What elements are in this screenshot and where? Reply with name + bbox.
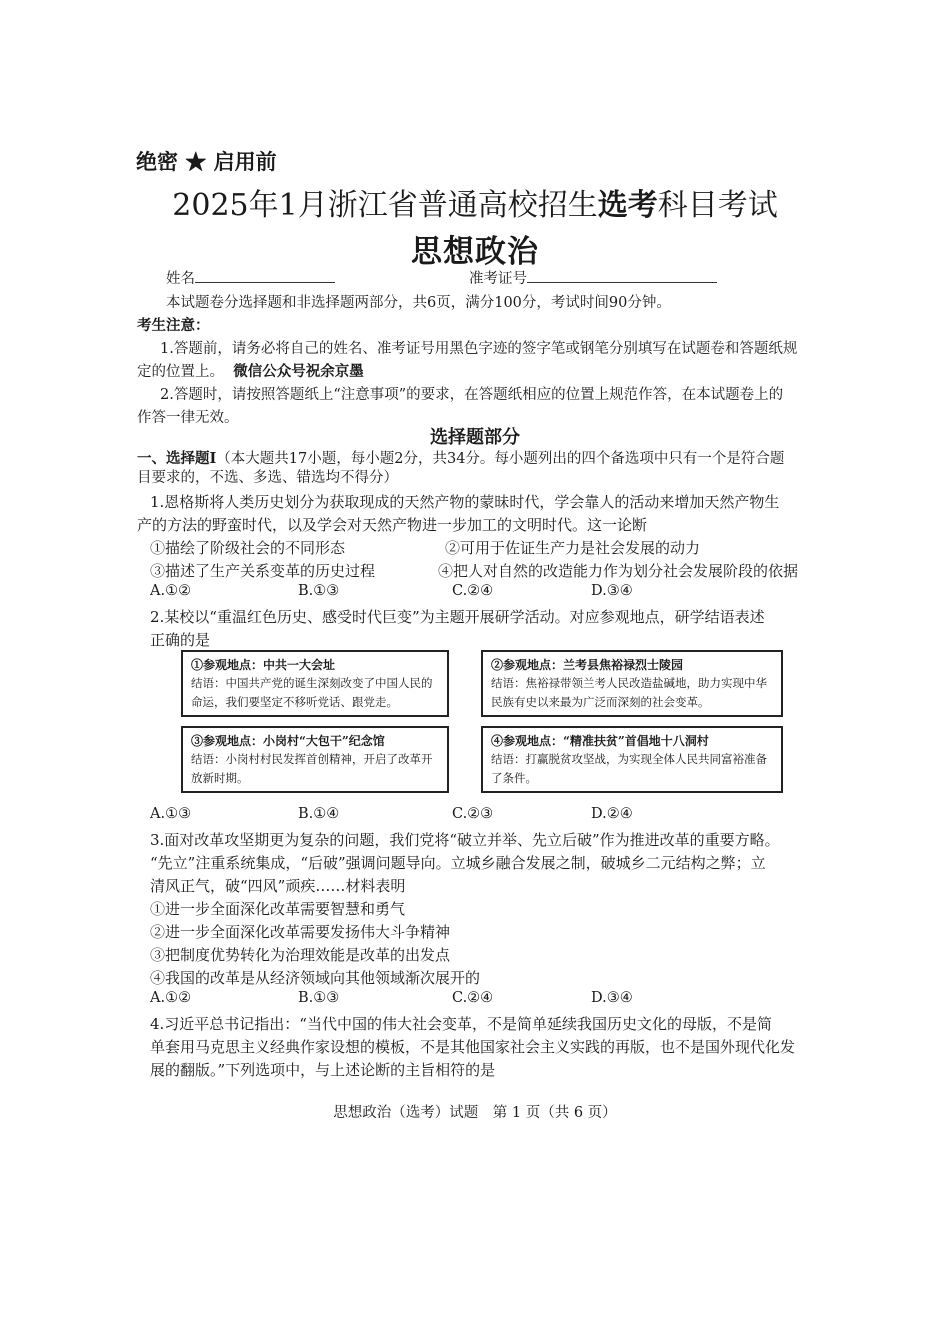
q3-stem-line2: “先立”注重系统集成，“后破”强调问题导向。立城乡融合发展之制，破城乡二元结构之弊；立 — [150, 854, 766, 872]
notice-item2-line2: 作答一律无效。 — [137, 410, 239, 426]
q2-option-b[interactable]: B.①④ — [298, 806, 340, 822]
q1-stem-line1: 1.恩格斯将人类历史划分为获取现成的天然产物的蒙昧时代，学会靠人的活动来增加天然产物生 — [150, 493, 780, 511]
q1-option-b[interactable]: B.①③ — [298, 583, 340, 599]
page-footer: 思想政治（选考）试题 第 1 页（共 6 页） — [333, 1105, 617, 1121]
q3-option-b[interactable]: B.①③ — [298, 990, 340, 1006]
q1-option-d[interactable]: D.③④ — [591, 583, 633, 599]
q3-option-d[interactable]: D.③④ — [591, 990, 633, 1006]
q4-stem-line2: 单套用马克思主义经典作家设想的模板，不是其他国家社会主义实践的再版，也不是国外现代化发 — [150, 1038, 796, 1056]
q2-card-2-heading: ②参观地点：兰考县焦裕禄烈士陵园 — [491, 658, 684, 672]
exam-id-field: 准考证号 — [469, 267, 717, 288]
q2-option-c[interactable]: C.②③ — [452, 806, 494, 822]
q3-option-a[interactable]: A.①② — [150, 990, 192, 1006]
q1-option-a[interactable]: A.①② — [150, 583, 192, 599]
q3-statement-1: ①进一步全面深化改革需要智慧和勇气 — [150, 900, 406, 918]
q2-card-2-body: 结语：焦裕禄带领兰考人民改造盐碱地，助力实现中华民族有史以来最为广泛而深刻的社会变革。 — [491, 676, 767, 709]
q2-card-2 — [481, 650, 783, 717]
section-title: 选择题部分 — [430, 427, 520, 448]
q1-statement-3: ③描述了生产关系变革的历史过程 — [150, 562, 376, 580]
q1-statement-2: ②可用于佐证生产力是社会发展的动力 — [445, 539, 701, 557]
q2-card-1-heading: ①参观地点：中共一大会址 — [191, 658, 336, 672]
q3-statement-3: ③把制度优势转化为治理效能是改革的出发点 — [150, 946, 451, 964]
part1-instructions-line2: 目要求的，不选、多选、错选均不得分） — [137, 470, 398, 486]
q3-option-c[interactable]: C.②④ — [452, 990, 494, 1006]
q2-card-3 — [181, 726, 449, 793]
q2-card-1-body: 结语：中国共产党的诞生深刻改变了中国人民的命运，我们要坚定不移听党话、跟党走。 — [191, 676, 433, 709]
exam-title: 2025年1月浙江省普通高校招生选考科目考试 — [172, 188, 778, 223]
q2-option-d[interactable]: D.②④ — [591, 806, 633, 822]
part1-instructions: 一、选择题Ⅰ（本大题共17小题，每小题2分，共34分。每小题列出的四个备选项中只有一个是符合题 — [137, 450, 785, 467]
confidential-label: 绝密 ★ 启用前 — [136, 149, 277, 174]
notice-item1-line2: 定的位置上。 微信公众号祝余京墨 — [137, 363, 364, 380]
q2-card-4-body: 结语：打赢脱贫攻坚战，为实现全体人民共同富裕准备了条件。 — [491, 752, 767, 785]
q3-statement-2: ②进一步全面深化改革需要发扬伟大斗争精神 — [150, 923, 451, 941]
q4-stem-line3: 展的翻版。”下列选项中，与上述论断的主旨相符的是 — [150, 1061, 496, 1079]
q2-card-3-heading: ③参观地点：小岗村“大包干”纪念馆 — [191, 734, 385, 748]
notice-item1-line1: 1.答题前，请务必将自己的姓名、准考证号用黑色字迹的签字笔或钢笔分别填写在试题卷和答题纸规 — [160, 341, 798, 357]
q2-stem-line1: 2.某校以“重温红色历史、感受时代巨变”为主题开展研学活动。对应参观地点，研学结语表述 — [150, 608, 765, 626]
q1-stem-line2: 产的方法的野蛮时代，以及学会对天然产物进一步加工的文明时代。这一论断 — [137, 516, 648, 534]
q1-statement-1: ①描绘了阶级社会的不同形态 — [150, 539, 346, 557]
q2-option-a[interactable]: A.①③ — [150, 806, 192, 822]
q1-option-c[interactable]: C.②④ — [452, 583, 494, 599]
q2-stem-line2: 正确的是 — [150, 631, 211, 649]
intro-text: 本试题卷分选择题和非选择题两部分，共6页，满分100分，考试时间90分钟。 — [166, 295, 671, 311]
q2-card-4-heading: ④参观地点：“精准扶贫”首倡地十八洞村 — [491, 734, 709, 748]
q4-stem-line1: 4.习近平总书记指出：“当代中国的伟大社会变革，不是简单延续我国历史文化的母版，不是简 — [150, 1015, 772, 1033]
q3-stem-line3: 清风正气，破“四风”顽疾……材料表明 — [150, 877, 406, 895]
notice-item2-line1: 2.答题时，请按照答题纸上“注意事项”的要求，在答题纸相应的位置上规范作答，在本试题卷上的 — [160, 387, 784, 403]
name-field: 姓名 — [166, 267, 335, 288]
q3-statement-4: ④我国的改革是从经济领域向其他领域渐次展开的 — [150, 969, 481, 987]
notice-heading: 考生注意： — [137, 317, 210, 334]
q2-card-1 — [181, 650, 449, 717]
watermark-text: 微信公众号祝余京墨 — [233, 363, 364, 380]
q1-statement-4: ④把人对自然的改造能力作为划分社会发展阶段的依据 — [438, 562, 799, 580]
q3-stem-line1: 3.面对改革攻坚期更为复杂的问题，我们党将“破立并举、先立后破”作为推进改革的重要方略。 — [150, 831, 780, 849]
q2-card-4 — [481, 726, 783, 793]
q2-card-3-body: 结语：小岗村村民发挥首创精神，开启了改革开放新时期。 — [191, 752, 433, 785]
subject-title: 思想政治 — [411, 234, 539, 270]
